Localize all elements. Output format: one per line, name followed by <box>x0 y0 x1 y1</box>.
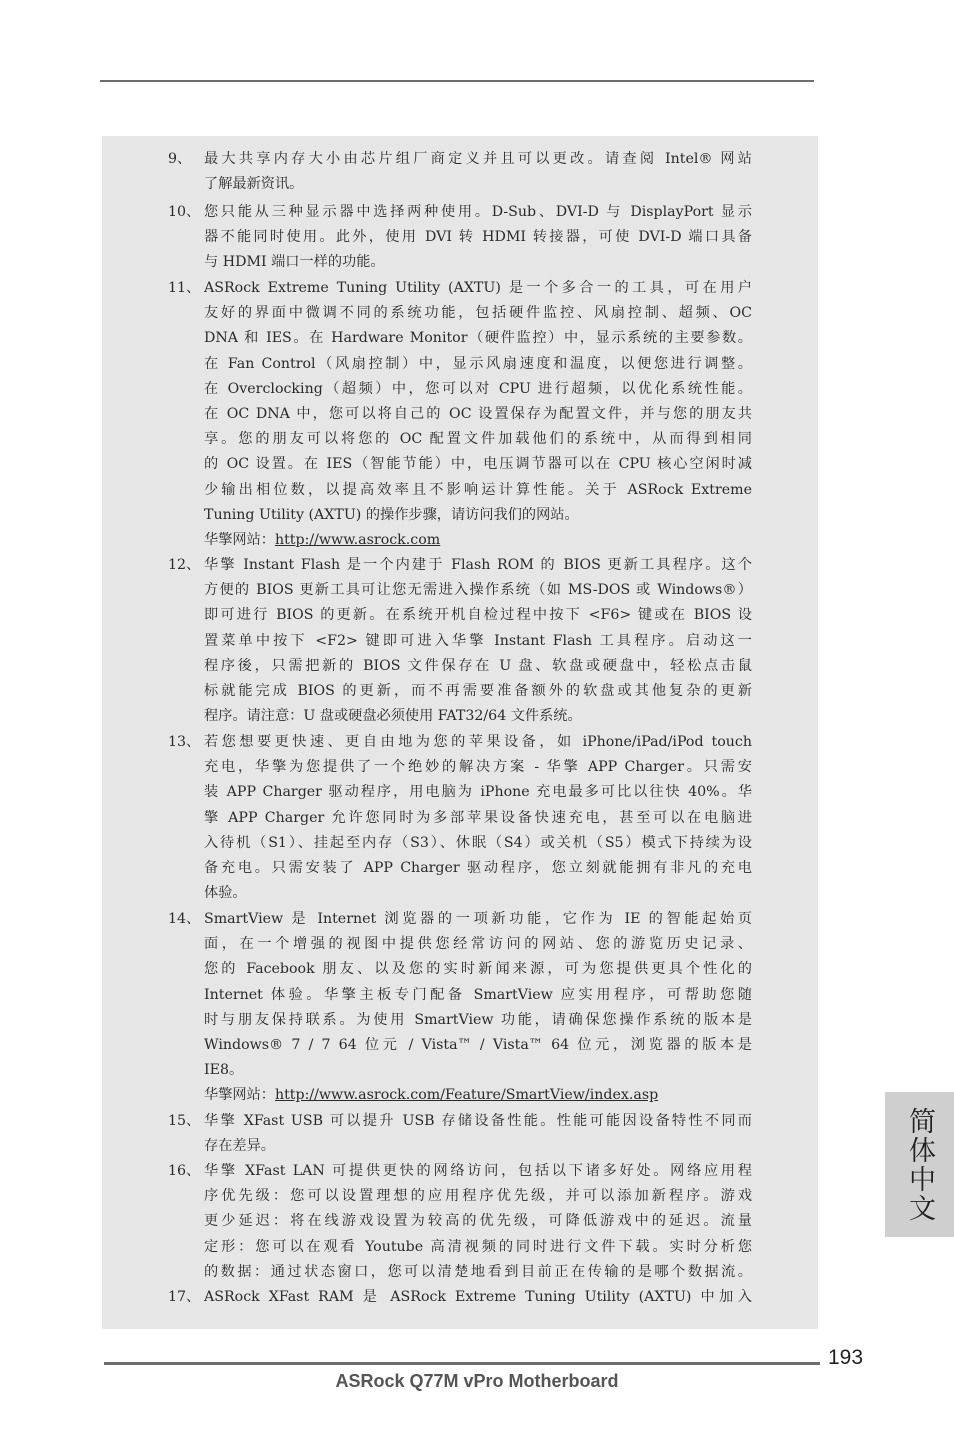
text-line: 的 OC 设置。在 IES（智能节能）中，电压调节器可以在 CPU 核心空闲时减 <box>204 456 752 473</box>
text-line: 定形：您可以在观看 Youtube 高清视频的同时进行文件下载。实时分析您 <box>204 1238 752 1255</box>
item-body <box>204 553 752 729</box>
text-line: 标就能完成 BIOS 的更新，而不再需要准备额外的软盘或其他复杂的更新 <box>204 683 752 700</box>
text-line: 您只能从三种显示器中选择两种使用。D-Sub、DVI-D 与 DisplayPort 显示 <box>204 204 752 220</box>
item-number: 10、 <box>168 204 201 220</box>
text-line: 友好的界面中微调不同的系统功能，包括硬件监控、风扇控制、超频、OC <box>204 305 752 322</box>
item-number: 13、 <box>168 734 201 750</box>
text-line: 程序。请注意：U 盘或硬盘必须使用 FAT32/64 文件系统。 <box>204 708 582 725</box>
item-body <box>204 1285 752 1310</box>
text-line: Windows® 7 / 7 64 位元 / Vista™ / Vista™ 64 位元，浏览器的版本是 <box>204 1037 752 1054</box>
text-line: 置菜单中按下 <F2> 键即可进入华擎 Instant Flash 工具程序。启动这一 <box>204 632 752 649</box>
item-body <box>204 276 752 528</box>
list-item <box>168 907 752 1109</box>
list-item <box>168 276 752 553</box>
text-line: 享。您的朋友可以将您的 OC 配置文件加载他们的系统中，从而得到相同 <box>204 431 752 448</box>
text-line: ASRock Extreme Tuning Utility (AXTU) 是一个多合一的工具，可在用户 <box>204 280 752 296</box>
language-side-tab <box>885 1092 954 1237</box>
item-body <box>204 1109 752 1159</box>
text-line: 充电，华擎为您提供了一个绝妙的解决方案 - 华擎 APP Charger。只需安 <box>204 759 752 776</box>
text-line: 即可进行 BIOS 的更新。在系统开机自检过程中按下 <F6> 键或在 BIOS 设 <box>204 607 752 624</box>
text-line: 方便的 BIOS 更新工具可让您无需进入操作系统（如 MS-DOS 或 Windows®） <box>204 582 752 599</box>
text-line: SmartView 是 Internet 浏览器的一项新功能，它作为 IE 的智能起始页 <box>204 911 752 927</box>
text-line: 您的 Facebook 朋友、以及您的实时新闻来源，可为您提供更具个性化的 <box>204 961 752 978</box>
text-line: 存在差异。 <box>204 1138 275 1155</box>
bottom-rule <box>104 1362 820 1365</box>
text-line: 在 Fan Control（风扇控制）中，显示风扇速度和温度，以便您进行调整。 <box>204 355 752 372</box>
item-number: 9、 <box>168 151 192 167</box>
list-item <box>168 553 752 729</box>
text-line: ASRock XFast RAM 是 ASRock Extreme Tuning Utility (AXTU) 中加入 <box>204 1289 752 1305</box>
list-item <box>168 730 752 906</box>
item-body <box>204 730 752 906</box>
item-body <box>204 200 752 276</box>
text-line: 时与朋友保持联系。为使用 SmartView 功能，请确保您操作系统的版本是 <box>204 1011 752 1028</box>
footer-title: ASRock Q77M vPro Motherboard <box>335 1371 619 1391</box>
website-label: 华擎网站： <box>204 1087 275 1104</box>
item-body <box>204 907 752 1083</box>
top-rule <box>100 80 814 82</box>
text-line: 若您想要更快速、更自由地为您的苹果设备，如 iPhone/iPad/iPod touch <box>204 734 752 750</box>
text-line: Internet 体验。华擎主板专门配备 SmartView 应实用程序，可帮助您随 <box>204 986 752 1003</box>
item-number: 11、 <box>168 280 201 296</box>
text-line: IE8。 <box>204 1062 244 1079</box>
text-line: 了解最新资讯。 <box>204 176 304 193</box>
text-line: 装 APP Charger 驱动程序，用电脑为 iPhone 充电最多可比以往快 40%。华 <box>204 784 752 801</box>
asrock-website-link[interactable]: http://www.asrock.com <box>274 532 441 549</box>
list-item <box>168 200 752 276</box>
text-line: 器不能同时使用。此外，使用 DVI 转 HDMI 转接器，可使 DVI-D 端口具备 <box>204 229 752 246</box>
text-line: 序优先级：您可以设置理想的应用程序优先级，并可以添加新程序。游戏 <box>204 1188 752 1205</box>
text-line: 备充电。只需安装了 APP Charger 驱动程序，您立刻就能拥有非凡的充电 <box>204 860 752 877</box>
item-body <box>204 1159 752 1285</box>
text-line: 在 Overclocking（超频）中，您可以对 CPU 进行超频，以优化系统性能。 <box>204 380 752 397</box>
text-line: 华擎 XFast LAN 可提供更快的网络访问，包括以下诸多好处。网络应用程 <box>204 1163 752 1179</box>
website-line <box>204 1083 752 1108</box>
item-number: 15、 <box>168 1113 201 1129</box>
text-line: Tuning Utility (AXTU) 的操作步骤，请访问我们的网站。 <box>204 506 579 523</box>
text-line: 少输出相位数，以提高效率且不影响运计算性能。关于 ASRock Extreme <box>204 481 752 498</box>
text-line: 面，在一个增强的视图中提供您经常访问的网站、您的游览历史记录、 <box>204 936 752 953</box>
language-label: 简体中文 <box>904 1106 935 1223</box>
smartview-website-link[interactable]: http://www.asrock.com/Feature/SmartView/index.asp <box>274 1087 659 1104</box>
text-line: 入待机（S1）、挂起至内存（S3）、休眠（S4）或关机（S5）模式下持续为设 <box>204 834 752 851</box>
text-line: 的数据：通过状态窗口，您可以清楚地看到目前正在传输的是哪个数据流。 <box>204 1263 752 1280</box>
page-number: 193 <box>828 1346 864 1369</box>
website-line <box>204 528 752 553</box>
text-line: DNA 和 IES。在 Hardware Monitor（硬件监控）中，显示系统的主要参数。 <box>204 330 752 347</box>
list-item <box>168 1109 752 1159</box>
website-label: 华擎网站： <box>204 532 275 549</box>
list-item <box>168 147 752 197</box>
item-number: 12、 <box>168 557 201 573</box>
text-line: 擎 APP Charger 允许您同时为多部苹果设备快速充电，甚至可以在电脑进 <box>204 809 752 826</box>
text-line: 体验。 <box>204 885 247 902</box>
text-line: 与 HDMI 端口一样的功能。 <box>204 254 385 271</box>
text-line: 华擎 Instant Flash 是一个内建于 Flash ROM 的 BIOS 更新工具程序。这个 <box>204 557 752 573</box>
text-line: 程序後，只需把新的 BIOS 文件保存在 U 盘、软盘或硬盘中，轻松点击鼠 <box>204 657 752 674</box>
list-item <box>168 1285 752 1310</box>
text-line: 华擎 XFast USB 可以提升 USB 存储设备性能。性能可能因设备特性不同而 <box>204 1113 752 1129</box>
item-number: 14、 <box>168 911 201 927</box>
item-body <box>204 147 752 197</box>
item-number: 16、 <box>168 1163 201 1179</box>
text-line: 更少延迟：将在线游戏设置为较高的优先级，可降低游戏中的延迟。流量 <box>204 1213 752 1230</box>
text-line: 在 OC DNA 中，您可以将自己的 OC 设置保存为配置文件，并与您的朋友共 <box>204 406 752 423</box>
item-number: 17、 <box>168 1289 201 1305</box>
text-line: 最大共享内存大小由芯片组厂商定义并且可以更改。请查阅 Intel® 网站 <box>204 151 752 167</box>
list-item <box>168 1159 752 1285</box>
